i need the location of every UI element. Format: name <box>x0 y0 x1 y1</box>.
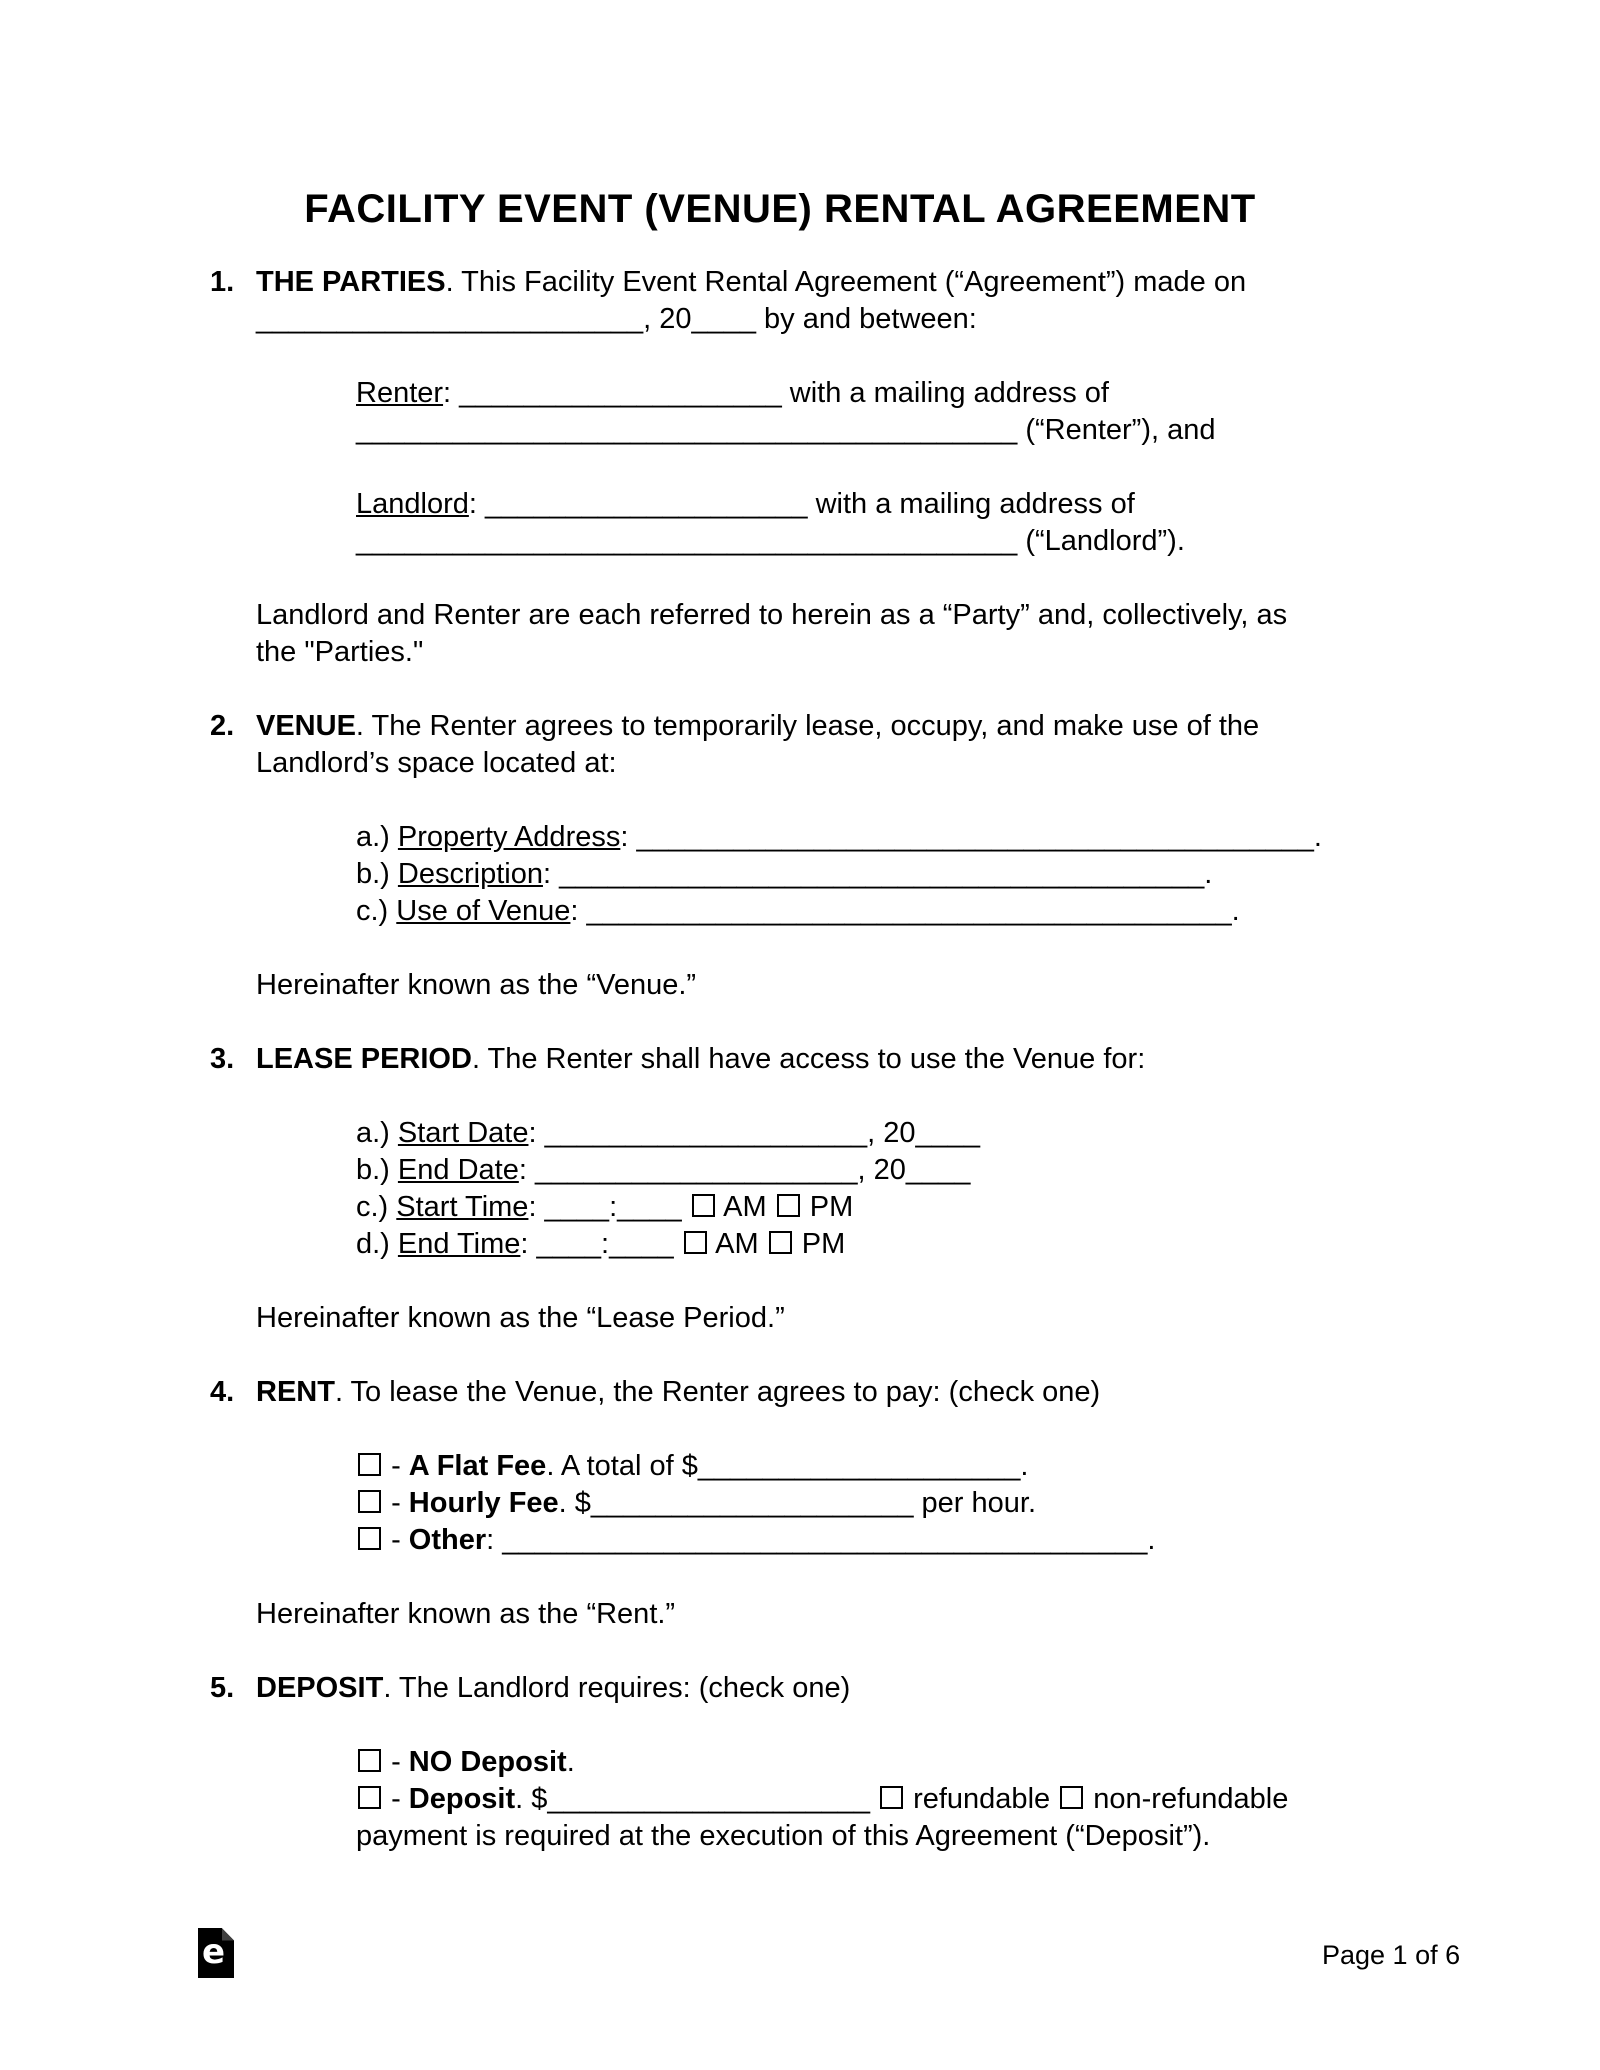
deposit-label: Deposit <box>408 1783 516 1815</box>
section-3-number: 3. <box>210 1043 235 1075</box>
renter-line-2: _________________________________________ (“Renter”), and <box>356 414 1216 446</box>
deposit-options <box>356 1744 1350 1855</box>
section-2-number: 2. <box>210 710 235 742</box>
checkbox-hourly-fee[interactable] <box>358 1490 381 1513</box>
checkbox-start-time-am[interactable] <box>692 1194 715 1217</box>
description-label: Description <box>397 858 543 890</box>
section-1-number: 1. <box>210 266 235 298</box>
section-4-intro <box>256 1374 1350 1411</box>
section-1-line-2: ________________________, 20____ by and between: <box>256 303 977 335</box>
flat-fee-line: - A Flat Fee. A total of $____________________. <box>356 1448 1350 1485</box>
checkbox-deposit[interactable] <box>358 1786 381 1809</box>
page-number: Page 1 of 6 <box>1322 1940 1461 1970</box>
checkbox-start-time-pm[interactable] <box>777 1194 800 1217</box>
section-2-intro <box>256 708 1350 782</box>
eforms-logo <box>198 1928 234 1978</box>
landlord-block <box>356 486 1350 560</box>
use-of-venue-label: Use of Venue <box>396 895 571 927</box>
section-4-line-1: RENT. To lease the Venue, the Renter agrees to pay: (check one) <box>256 1376 1101 1408</box>
venue-sub-items <box>356 819 1350 930</box>
description-line: b.) Description: ________________________________________. <box>356 858 1213 890</box>
hourly-fee-label: Hourly Fee <box>408 1487 559 1519</box>
section-1-line-1: THE PARTIES. This Facility Event Rental Agreement (“Agreement”) made on <box>256 266 1247 298</box>
property-address-label: Property Address <box>397 821 621 853</box>
deposit-continuation-line: payment is required at the execution of this Agreement (“Deposit”). <box>356 1820 1211 1852</box>
other-fee-line: - Other: ________________________________________. <box>356 1522 1350 1559</box>
renter-label: Renter <box>356 377 444 409</box>
landlord-line-1: Landlord: ____________________ with a mailing address of <box>356 488 1135 520</box>
end-date-line: b.) End Date: ____________________, 20____ <box>356 1154 971 1186</box>
checkbox-end-time-pm[interactable] <box>769 1231 792 1254</box>
parties-line-2: the "Parties." <box>256 636 424 668</box>
checkbox-no-deposit[interactable] <box>358 1749 381 1772</box>
flat-fee-label: A Flat Fee <box>408 1450 547 1482</box>
hourly-fee-line: - Hourly Fee. $____________________ per hour. <box>356 1485 1350 1522</box>
renter-block <box>356 375 1350 449</box>
property-address-line: a.) Property Address: __________________________________________. <box>356 821 1322 853</box>
section-5-line-1: DEPOSIT. The Landlord requires: (check one) <box>256 1672 851 1704</box>
start-time-label: Start Time <box>396 1191 529 1223</box>
checkbox-flat-fee[interactable] <box>358 1453 381 1476</box>
landlord-line-2: _________________________________________ (“Landlord”). <box>356 525 1185 557</box>
section-4-heading: RENT <box>256 1376 335 1408</box>
start-date-line: a.) Start Date: ____________________, 20____ <box>356 1117 981 1149</box>
venue-known-as: Hereinafter known as the “Venue.” <box>256 969 697 1001</box>
section-5-number: 5. <box>210 1672 235 1704</box>
renter-line-1: Renter: ____________________ with a mailing address of <box>356 377 1109 409</box>
section-5-heading: DEPOSIT <box>256 1672 384 1704</box>
section-1-intro <box>256 264 1350 338</box>
section-4-number: 4. <box>210 1376 235 1408</box>
checkbox-non-refundable[interactable] <box>1060 1786 1083 1809</box>
section-venue <box>210 708 1350 1004</box>
section-2-heading: VENUE <box>256 710 356 742</box>
landlord-label: Landlord <box>356 488 469 520</box>
section-rent <box>210 1374 1350 1633</box>
checkbox-end-time-am[interactable] <box>684 1231 707 1254</box>
rent-options <box>356 1448 1350 1559</box>
section-3-intro <box>256 1041 1350 1078</box>
lease-period-sub-items <box>356 1115 1350 1263</box>
end-date-label: End Date <box>397 1154 519 1186</box>
section-3-line-1: LEASE PERIOD. The Renter shall have access to use the Venue for: <box>256 1043 1146 1075</box>
page-title: FACILITY EVENT (VENUE) RENTAL AGREEMENT <box>304 187 1256 231</box>
no-deposit-line: - NO Deposit. <box>356 1744 1350 1781</box>
document-body <box>210 186 1350 1892</box>
parties-line-1: Landlord and Renter are each referred to herein as a “Party” and, collectively, as <box>256 599 1288 631</box>
use-of-venue-line: c.) Use of Venue: ________________________________________. <box>356 895 1240 927</box>
section-deposit <box>210 1670 1350 1855</box>
end-time-label: End Time <box>397 1228 521 1260</box>
logo-letter: e <box>202 1932 226 1972</box>
start-time-line: c.) Start Time: ____:____ AM PM <box>356 1191 854 1223</box>
section-1-heading: THE PARTIES <box>256 266 446 298</box>
other-fee-label: Other <box>408 1524 487 1556</box>
section-2-line-2: Landlord’s space located at: <box>256 747 617 779</box>
section-the-parties <box>210 264 1350 671</box>
section-lease-period <box>210 1041 1350 1337</box>
no-deposit-label: NO Deposit <box>408 1746 567 1778</box>
rent-known-as: Hereinafter known as the “Rent.” <box>256 1598 676 1630</box>
checkbox-refundable[interactable] <box>880 1786 903 1809</box>
end-time-line: d.) End Time: ____:____ AM PM <box>356 1228 846 1260</box>
section-5-intro <box>256 1670 1350 1707</box>
deposit-line: - Deposit. $____________________ refundable non-refundable <box>356 1781 1350 1818</box>
checkbox-other[interactable] <box>358 1527 381 1550</box>
section-3-heading: LEASE PERIOD <box>256 1043 472 1075</box>
lease-period-known-as: Hereinafter known as the “Lease Period.” <box>256 1302 785 1334</box>
parties-paragraph <box>256 597 1350 671</box>
section-2-line-1: VENUE. The Renter agrees to temporarily lease, occupy, and make use of the <box>256 710 1260 742</box>
start-date-label: Start Date <box>397 1117 529 1149</box>
